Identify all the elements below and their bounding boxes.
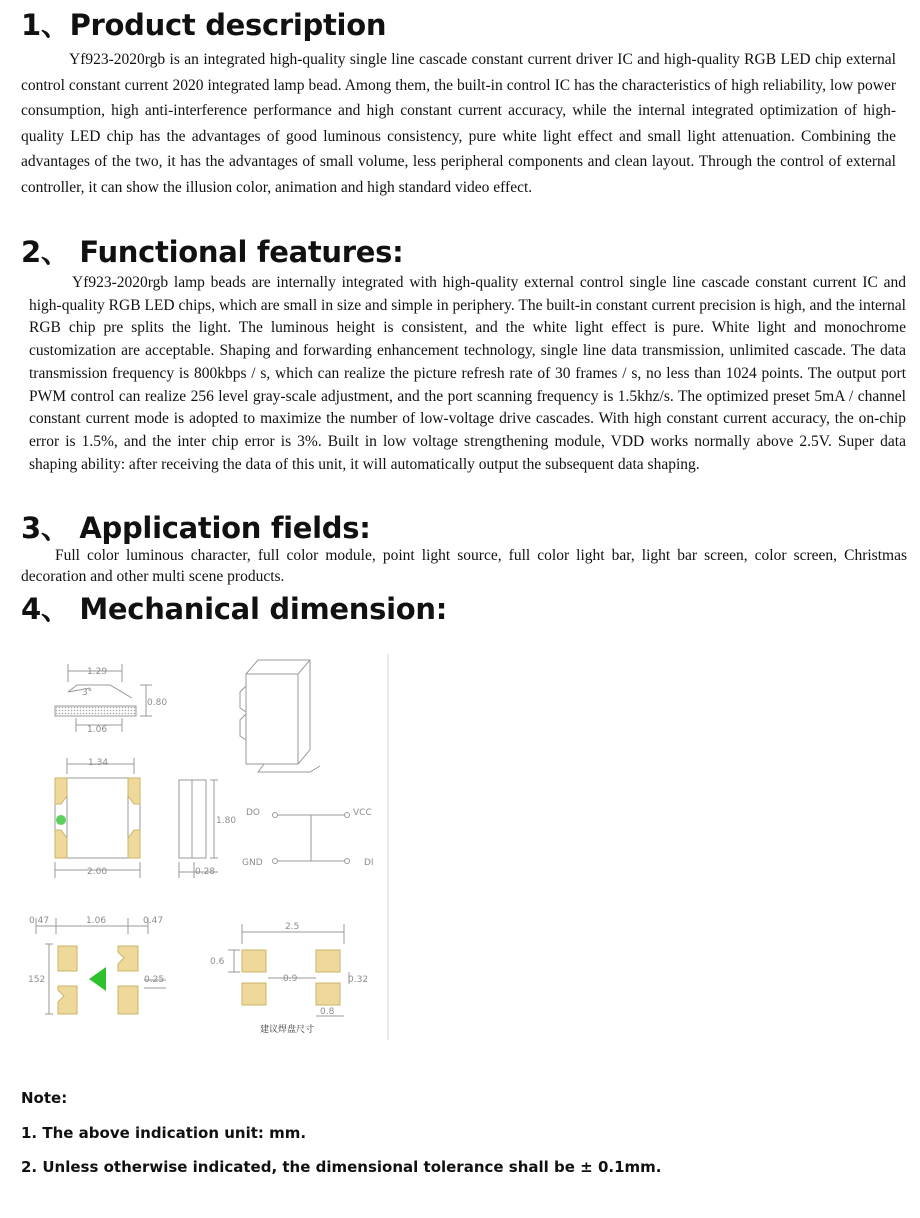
- section-heading-functional-features: 2、 Functional features:: [21, 235, 404, 269]
- dim-pad-spacing: 0.32: [348, 975, 369, 985]
- section-heading-application-fields: 3、 Application fields:: [21, 511, 371, 545]
- mechanical-drawing: [22, 652, 402, 1042]
- dim-bottom-right: 0.47: [143, 916, 164, 926]
- dim-front-width: 2.00: [87, 867, 108, 877]
- dim-thin-thickness: 0.28: [195, 867, 216, 877]
- pad-layout-caption: 建议焊盘尺寸: [260, 1025, 315, 1035]
- application-fields-text: Full color luminous character, full color module, point light source, full color light bar, light bar screen, color screen, Christmas decoration and other multi scene products.: [21, 547, 907, 585]
- note-item-unit: 1. The above indication unit: mm.: [21, 1124, 307, 1142]
- note-title: Note:: [21, 1089, 68, 1107]
- dim-front-top-width: 1.34: [88, 758, 109, 768]
- product-description-text: Yf923-2020rgb is an integrated high-quality single line cascade constant current driver IC and high-quality RGB LED chip external control constant current 2020 integrated lamp bead. Among them, the built-in control IC has the characteristics of high reliability, low power consumption, high anti-interference performance and high constant current accuracy, while the internal integrated optimization of high-quality LED chip has the advantages of good luminous consistency, pure white light effect and small light attenuation. Combining the advantages of the two, it has the advantages of small volume, less peripheral components and clean layout. Through the control of external controller, it can show the illusion color, animation and high standard video effect.: [21, 51, 896, 196]
- dim-pad-height: 0.6: [210, 957, 225, 967]
- pin-di-label: DI: [364, 858, 374, 868]
- section-heading-mechanical-dimension: 4、 Mechanical dimension:: [21, 592, 447, 626]
- triangle-marker-icon: [89, 967, 106, 991]
- dim-bottom-left: 0.47: [29, 916, 50, 926]
- pin-do-label: DO: [246, 808, 261, 818]
- note-item-tolerance: 2. Unless otherwise indicated, the dimensional tolerance shall be ± 0.1mm.: [21, 1158, 662, 1176]
- dim-pad-overall: 2.5: [285, 922, 300, 932]
- dim-bottom-width: 1.06: [87, 725, 108, 735]
- dim-bottom-gap: 0.25: [144, 975, 165, 985]
- dim-angle: 3°: [82, 688, 93, 698]
- pin-gnd-label: GND: [242, 858, 263, 868]
- dim-pad-gap: 0.9: [283, 974, 298, 984]
- dim-pad-width: 0.8: [320, 1007, 335, 1017]
- functional-features-text: Yf923-2020rgb lamp beads are internally integrated with high-quality external control single line cascade constant current IC and high-quality RGB LED chips, which are small in size and simple in periphery. The built-in constant current precision is high, and the internal RGB chip pre splits the light. The luminous height is consistent, and the white light effect is pure. White light and monochrome customization are acceptable. Shaping and forwarding enhancement technology, single line data transmission, unlimited cascade. The data transmission frequency is 800kbps / s, which can realize the picture refresh rate of 30 frames / s, no less than 1024 points. The output port PWM control can realize 256 level gray-scale adjustment, and the port scanning frequency is 1.5khz/s. The optimized preset 5mA / channel constant current mode is adopted to maximize the number of low-voltage drive cascades. With high constant current accuracy, the on-chip error is 1.5%, and the inter chip error is 3%. Built in low voltage strengthening module, VDD works normally above 2.5V. Super data shaping ability: after receiving the data of this unit, it will automatically output the subsequent data shaping.: [29, 274, 906, 473]
- dim-side-height: 0.80: [147, 698, 168, 708]
- dim-thin-height: 1.80: [216, 816, 237, 826]
- dim-top-width: 1.29: [87, 667, 108, 677]
- dim-bottom-height: 152: [28, 975, 46, 985]
- dim-bottom-middle: 1.06: [86, 916, 107, 926]
- pin-vcc-label: VCC: [353, 808, 372, 818]
- section-heading-product-description: 1、Product description: [21, 8, 387, 42]
